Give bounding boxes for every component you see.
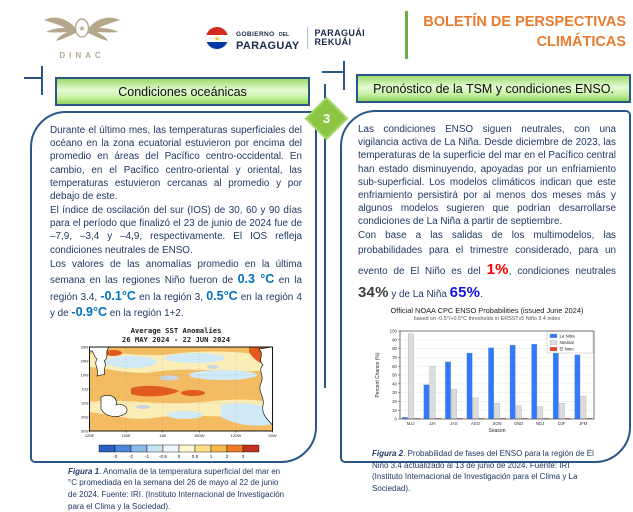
- gov-line-del: DEL: [279, 32, 290, 39]
- svg-text:OND: OND: [513, 421, 524, 427]
- enso-chart-figure: [358, 306, 616, 446]
- government-logo: [204, 21, 365, 55]
- anomaly-value-region12: -0.9°C: [71, 305, 107, 320]
- svg-text:JAS: JAS: [450, 421, 458, 427]
- svg-text:40: 40: [392, 381, 397, 387]
- svg-text:20: 20: [392, 399, 397, 405]
- figure1-caption-text: . Anomalía de la temperatura superficial del mar en °C promediada en la semana del 26 de mayo al 22 de junio de 2024. Fuente: IRI. (Instituto Internacional de Investigación para el Clima y la Sociedad).: [68, 466, 285, 511]
- anomaly-text-1: Los valores de las anomalías promedio en la última semana en las regiones Niño fueron de: [50, 258, 302, 286]
- prob-text-4: .: [480, 288, 483, 300]
- svg-text:MJJ: MJJ: [406, 421, 415, 427]
- enso-chart-subtitle: based on -0.5°/+0.5°C thresholds in ERSSTv5 Niño 3.4 index: [413, 316, 561, 323]
- anomaly-value-region4: 0.5°C: [206, 288, 238, 303]
- left-bracket-horizontal: [24, 77, 42, 79]
- gov-guarani-1: PARAGUÁI: [314, 27, 366, 38]
- figure1-caption: [50, 464, 302, 512]
- prob-text-3: y de La Niña: [388, 288, 450, 300]
- svg-text:-1: -1: [144, 453, 150, 459]
- sst-anomaly-map: [73, 345, 279, 439]
- sst-colorbar: [73, 444, 279, 459]
- anomaly-text-5: en la región 1+2.: [107, 308, 184, 320]
- figure2-caption-text: . Probabilidad de fases del ENSO para la región de El Niño 3.4 actualizado al 13 de junio de 2024. Fuente: IRI (Instituto Internacional de Investigación para el Clima y La Sociedad).: [372, 449, 594, 493]
- anomaly-text-3: en la región 3,: [135, 291, 207, 303]
- svg-text:ASO: ASO: [471, 421, 480, 427]
- svg-text:90W: 90W: [268, 432, 277, 438]
- enso-paragraph-2: [358, 229, 616, 304]
- svg-text:1: 1: [209, 453, 213, 459]
- svg-text:-3: -3: [112, 453, 118, 459]
- svg-text:150W: 150W: [194, 432, 205, 438]
- anomaly-value-region34: 0.3 °C: [237, 271, 275, 286]
- svg-text:0: 0: [394, 416, 397, 422]
- prob-text-1: Con base a las salidas de los multimodelos, las probabilidades para el trimestre considerado, para un evento de El Niño es del: [358, 230, 616, 278]
- bulletin-title: [411, 13, 626, 52]
- svg-text:30: 30: [392, 390, 397, 396]
- figure2-caption: [358, 446, 616, 494]
- gov-line-pre: GOBIERNO: [236, 31, 275, 39]
- page-header: [0, 0, 633, 66]
- ocean-paragraph-3: [50, 258, 302, 321]
- svg-text:Season: Season: [488, 428, 506, 435]
- svg-text:Percent Chance (%): Percent Chance (%): [375, 352, 381, 398]
- middle-bracket-vertical: [343, 61, 345, 90]
- svg-text:DJF: DJF: [557, 421, 566, 427]
- svg-text:60: 60: [392, 363, 397, 369]
- neutral-probability: 34%: [358, 283, 389, 301]
- svg-text:JJA: JJA: [428, 421, 436, 427]
- dinac-logo: [42, 8, 122, 60]
- svg-text:JFM: JFM: [579, 421, 588, 427]
- svg-text:150E: 150E: [121, 432, 131, 438]
- left-panel-box: [30, 111, 317, 511]
- svg-text:80: 80: [392, 346, 397, 352]
- bulletin-title-line2: CLIMÁTICAS: [536, 33, 626, 50]
- sst-map-subtitle: 26 MAY 2024 - 22 JUN 2024: [121, 334, 231, 344]
- svg-text:30S: 30S: [80, 428, 88, 434]
- svg-text:180: 180: [159, 432, 167, 438]
- svg-text:Neutral: Neutral: [559, 340, 574, 346]
- dinac-wings-icon: [43, 8, 121, 48]
- svg-text:90: 90: [392, 337, 397, 343]
- svg-text:70: 70: [392, 355, 397, 361]
- paraguay-flag-icon: [204, 25, 230, 51]
- svg-text:100: 100: [389, 328, 397, 334]
- enso-paragraph-1: Las condiciones ENSO siguen neutrales, con una vigilancia activa de La Niña. Desde diciembre de 2023, las temperaturas de la superficie del mar en el Pacífico central han estado disminuyendo, apoyadas por un enfriamiento sub-superficial. Los modelos climáticos indican que este enfriamiento persistirá por al menos dos meses más y algunos modelos sugieren que podrían desarrollarse condiciones de La Niña a partir de septiembre.: [358, 124, 616, 228]
- right-panel-box: [340, 110, 631, 493]
- elnino-probability: 1%: [486, 261, 509, 279]
- svg-text:0.5: 0.5: [191, 453, 199, 459]
- anomaly-value-region3: -0.1°C: [100, 288, 136, 303]
- svg-text:★: ★: [213, 36, 221, 43]
- page-number: 3: [322, 110, 331, 126]
- svg-text:-0.5: -0.5: [159, 453, 167, 459]
- svg-text:La Nina: La Nina: [559, 333, 575, 339]
- ocean-paragraph-1: Durante el último mes, las temperaturas superficiales del océano en la zona ecuatorial estuvieron por encima del promedio en áreas del Pacífico centro-occidental. En cambio, en el Pacífico centro-oriental y oriental, las temperaturas estuvieron cercanas al promedio y por debajo de este.: [50, 125, 302, 202]
- enso-probability-chart: [370, 323, 604, 441]
- left-panel-title: Condiciones oceánicas: [55, 77, 310, 106]
- anomaly-text-4: en la región 4 y de: [50, 291, 302, 320]
- prob-text-2: , condiciones neutrales: [508, 266, 616, 278]
- svg-text:120E: 120E: [84, 432, 95, 438]
- svg-text:20N: 20N: [80, 358, 88, 364]
- svg-text:2: 2: [225, 453, 229, 459]
- svg-text:0: 0: [177, 453, 181, 459]
- svg-text:120W: 120W: [230, 432, 242, 438]
- svg-text:3: 3: [241, 453, 245, 459]
- sst-map-figure: [50, 326, 302, 464]
- svg-text:EQ: EQ: [82, 386, 88, 392]
- anomaly-text-2: en la región 3.4,: [50, 274, 302, 303]
- sst-map-title: Average SST Anomalies: [130, 325, 222, 335]
- svg-text:50: 50: [392, 372, 397, 378]
- ocean-paragraph-2: El índice de oscilación del sur (IOS) de 30, 60 y 90 días para el período que finalizó el 23 de junio de 2024 fue de –7,9, –3,4 y –4,9, respectivamente. El IOS refleja condiciones neutrales de ENSO.: [50, 205, 302, 256]
- left-bracket-vertical: [41, 66, 43, 95]
- svg-text:20S: 20S: [80, 414, 88, 420]
- gov-guarani-2: REKUÁI: [314, 37, 352, 47]
- dinac-label: DINAC: [59, 51, 105, 60]
- svg-text:-2: -2: [128, 453, 134, 459]
- header-green-divider: [405, 11, 408, 59]
- middle-bracket-horizontal: [322, 71, 344, 73]
- enso-chart-title: Official NOAA CPC ENSO Probabilities (issued June 2024): [390, 306, 584, 316]
- lanina-probability: 65%: [449, 283, 481, 301]
- svg-text:10S: 10S: [80, 400, 88, 406]
- svg-text:30N: 30N: [80, 344, 88, 350]
- svg-text:10: 10: [392, 407, 397, 413]
- right-panel-title: Pronóstico de la TSM y condiciones ENSO.: [356, 74, 631, 103]
- figure1-caption-label: Figura 1: [68, 466, 100, 476]
- gov-logo-divider: [307, 27, 308, 49]
- figure2-caption-label: Figura 2: [372, 449, 404, 459]
- svg-text:SON: SON: [492, 421, 502, 427]
- svg-text:NDJ: NDJ: [536, 421, 545, 427]
- svg-text:★: ★: [78, 24, 86, 33]
- svg-text:El Nino: El Nino: [559, 346, 574, 352]
- gov-line-country: PARAGUAY: [236, 39, 300, 52]
- bulletin-title-line1: BOLETÍN DE PERSPECTIVAS: [423, 14, 626, 30]
- svg-text:10N: 10N: [80, 372, 88, 378]
